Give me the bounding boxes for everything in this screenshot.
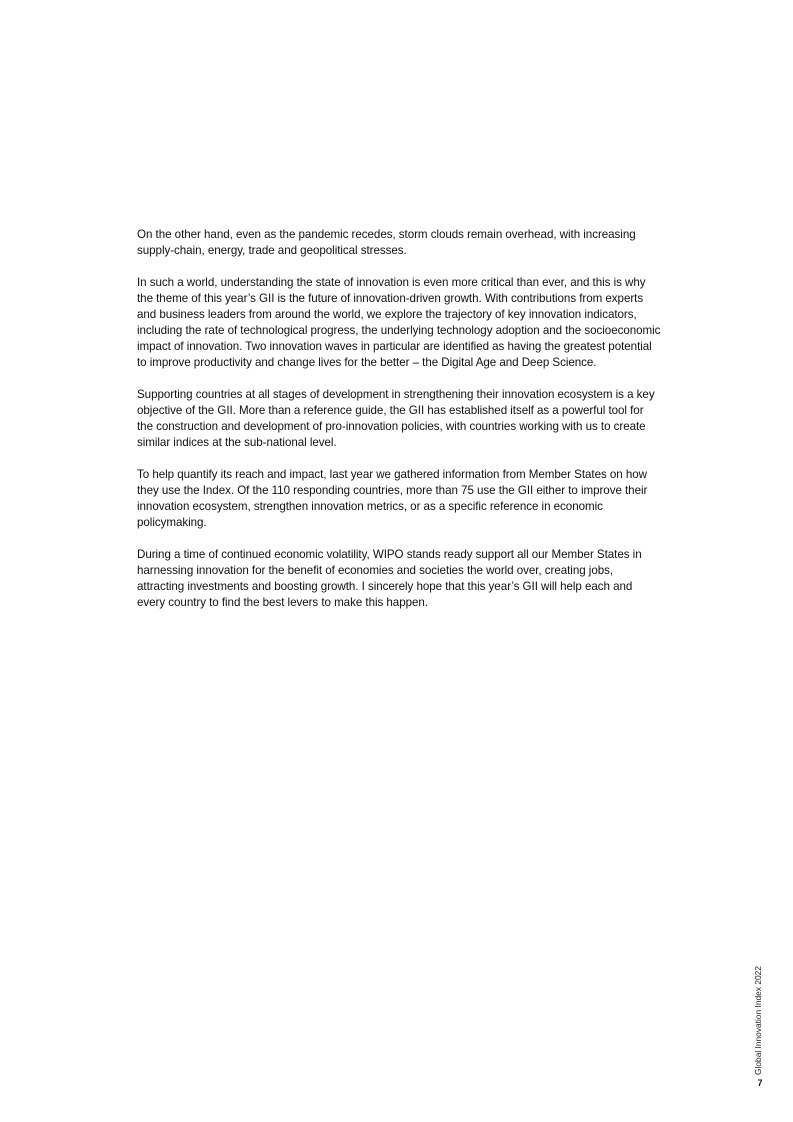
paragraph-index-impact: To help quantify its reach and impact, last year we gathered information from Member States on how they use the Index. Of the 110 responding countries, more than 75 use the GII either to improve their innovation ecosystem, strengthen innovation metrics, or as a specific reference in economic policymaking.	[137, 468, 648, 529]
page-number: 7	[757, 1078, 763, 1088]
body-text	[137, 227, 662, 627]
paragraph-supporting-countries: Supporting countries at all stages of development in strengthening their innovation ecosystem is a key objective of the GII. More than a reference guide, the GII has established itself as a powerful tool for the construction and development of pro-innovation policies, with countries working with us to create similar indices at the sub-national level.	[137, 388, 655, 449]
paragraph-innovation-theme: In such a world, understanding the state of innovation is even more critical than ever, and this is why the theme of this year’s GII is the future of innovation-driven growth. With contributions from experts and business leaders from around the world, we explore the trajectory of key innovation indicators, including the rate of technological progress, the underlying technology adoption and the socioeconomic impact of innovation. Two innovation waves in particular are identified as having the greatest potential to improve productivity and change lives for the better – the Digital Age and Deep Science.	[137, 276, 661, 369]
paragraph-wipo-support: During a time of continued economic volatility, WIPO stands ready support all our Member States in harnessing innovation for the benefit of economies and societies the world over, creating jobs, attracting investments and boosting growth. I sincerely hope that this year’s GII will help each and every country to find the best levers to make this happen.	[137, 548, 642, 609]
paragraph-storm-clouds: On the other hand, even as the pandemic recedes, storm clouds remain overhead, with increasing supply-chain, energy, trade and geopolitical stresses.	[137, 228, 636, 257]
publication-title: Global Innovation Index 2022	[753, 966, 763, 1075]
